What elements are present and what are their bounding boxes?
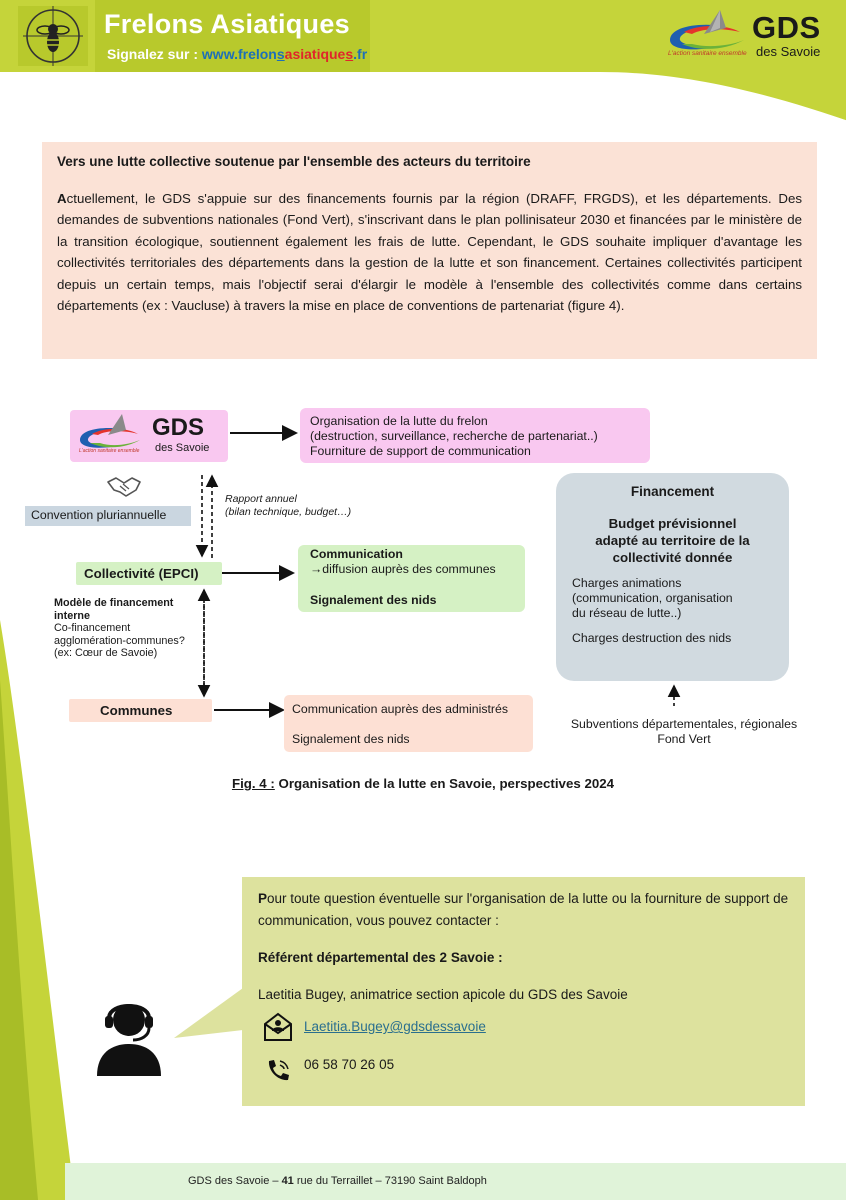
header-sub-prefix: Signalez sur : xyxy=(107,46,202,62)
gds-role-line: (destruction, surveillance, recherche de partenariat..) xyxy=(310,429,598,443)
phone-icon xyxy=(264,1057,292,1085)
charges-animations xyxy=(572,576,773,621)
speech-bubble-tail xyxy=(170,988,250,1048)
charges-line: (communication, organisation xyxy=(572,591,733,605)
modele-line: Modèle de financement xyxy=(54,597,174,609)
subventions-line: Subventions départementales, régionales xyxy=(570,717,798,731)
contact-phone[interactable]: 06 58 70 26 05 xyxy=(304,1057,395,1072)
logo-tagline: L'action sanitaire ensemble xyxy=(668,50,747,57)
financement-title: Financement xyxy=(630,484,715,499)
diagram-logo-des-savoie: des Savoie xyxy=(155,442,210,454)
communes-box: Communes xyxy=(69,699,212,722)
gds-role-line: Fourniture de support de communication xyxy=(310,444,531,458)
hornet-logo-icon xyxy=(18,6,88,66)
support-person-icon xyxy=(95,996,163,1076)
intro-dropcap: A xyxy=(57,191,67,206)
footer-part: 41 xyxy=(281,1175,294,1187)
contact-person: Laetitia Bugey, animatrice section apicole du GDS des Savoie xyxy=(258,987,628,1002)
subventions-line: Fond Vert xyxy=(657,732,711,746)
caption-text: Organisation de la lutte en Savoie, perspectives 2024 xyxy=(274,776,615,791)
charges-line: Charges animations xyxy=(572,576,682,590)
communication-line: →diffusion auprès des communes xyxy=(310,562,496,576)
budget-text xyxy=(572,515,773,566)
contact-intro xyxy=(258,888,789,932)
url-part: .fr xyxy=(353,46,368,62)
budget-line: Budget prévisionnel xyxy=(608,516,737,531)
rapport-annuel xyxy=(225,493,351,519)
intro-body xyxy=(57,188,802,316)
figure-caption xyxy=(0,776,846,791)
url-part: s xyxy=(276,46,285,62)
header-subtitle xyxy=(107,46,367,62)
url-part: www.frelon xyxy=(201,46,277,62)
site-link[interactable] xyxy=(202,46,367,62)
intro-text: ctuellement, le GDS s'appuie sur des financements fournis par la région (DRAFF, FRGDS), et les départements. Des demandes de subventions nationales (Fond Vert), s'inscrivant dans le plan pollinisateur 2030 et financées par le ministère de la transition écologique, soutiennent également les frais de lutte. Cependant, le GDS souhaite impliquer d'avantage les collectivités territoriales des départements dans la gestion de la lutte et son financement. Certaines collectivités participent depuis un certain temps, mais l'objectif serai d'élargir le modèle à l'ensemble des collectivités comme dans certains départements (ex : Vaucluse) à travers la mise en place de conventions de partenariat (figure 4). xyxy=(57,191,802,314)
contact-referent: Référent départemental des 2 Savoie : xyxy=(258,950,503,965)
handshake-icon xyxy=(106,474,142,498)
budget-line: adapté au territoire de la xyxy=(595,533,750,548)
logo-des-savoie-text: des Savoie xyxy=(756,44,821,59)
subventions-text xyxy=(546,717,822,747)
rapport-line: Rapport annuel xyxy=(225,493,297,505)
gds-role-line: Organisation de la lutte du frelon xyxy=(310,414,488,428)
modele-line: interne xyxy=(54,609,90,622)
modele-financement xyxy=(54,597,185,660)
contact-email-link[interactable]: Laetitia.Bugey@gdsdessavoie xyxy=(304,1019,486,1034)
intro-box xyxy=(42,142,817,359)
communication-box xyxy=(298,545,525,612)
footer-part: rue du Terraillet – 73190 Saint Baldoph xyxy=(293,1175,487,1187)
url-part: s xyxy=(345,46,354,62)
budget-line: collectivité donnée xyxy=(612,550,733,565)
collectivite-box: Collectivité (EPCI) xyxy=(76,562,222,585)
email-envelope-icon xyxy=(262,1011,294,1043)
financement-box xyxy=(556,473,789,681)
header-title: Frelons Asiatiques xyxy=(104,9,350,39)
footer-address xyxy=(188,1175,487,1187)
communes-role-line: Signalement des nids xyxy=(292,732,410,746)
communes-role-box xyxy=(284,695,533,752)
gds-role-box xyxy=(300,408,650,463)
communes-role-line: Communication auprès des administrés xyxy=(292,702,508,716)
charges-line: du réseau de lutte..) xyxy=(572,606,682,620)
url-part: asiatique xyxy=(284,46,346,62)
intro-title: Vers une lutte collective soutenue par l'ensemble des acteurs du territoire xyxy=(57,154,531,169)
charges-destruction: Charges destruction des nids xyxy=(572,631,732,645)
diagram-logo-tagline: L'action sanitaire ensemble xyxy=(79,448,140,454)
diagram-logo-gds-text: GDS xyxy=(152,414,205,441)
contact-intro-text: our toute question éventuelle sur l'organisation de la lutte ou la fourniture de support de communication, vous pouvez contacter : xyxy=(258,891,789,928)
modele-line: Co-financement xyxy=(54,622,131,634)
convention-label: Convention pluriannuelle xyxy=(25,506,191,526)
modele-line: (ex: Cœur de Savoie) xyxy=(54,647,158,659)
footer-part: GDS des Savoie – xyxy=(188,1175,282,1187)
rapport-line: (bilan technique, budget…) xyxy=(225,506,352,518)
logo-gds-text: GDS xyxy=(752,10,821,45)
communication-title: Communication xyxy=(310,547,403,561)
contact-dropcap: P xyxy=(258,891,268,906)
communication-nids: Signalement des nids xyxy=(310,593,437,607)
caption-label: Fig. 4 : xyxy=(231,776,275,791)
modele-line: agglomération-communes? xyxy=(54,634,185,647)
